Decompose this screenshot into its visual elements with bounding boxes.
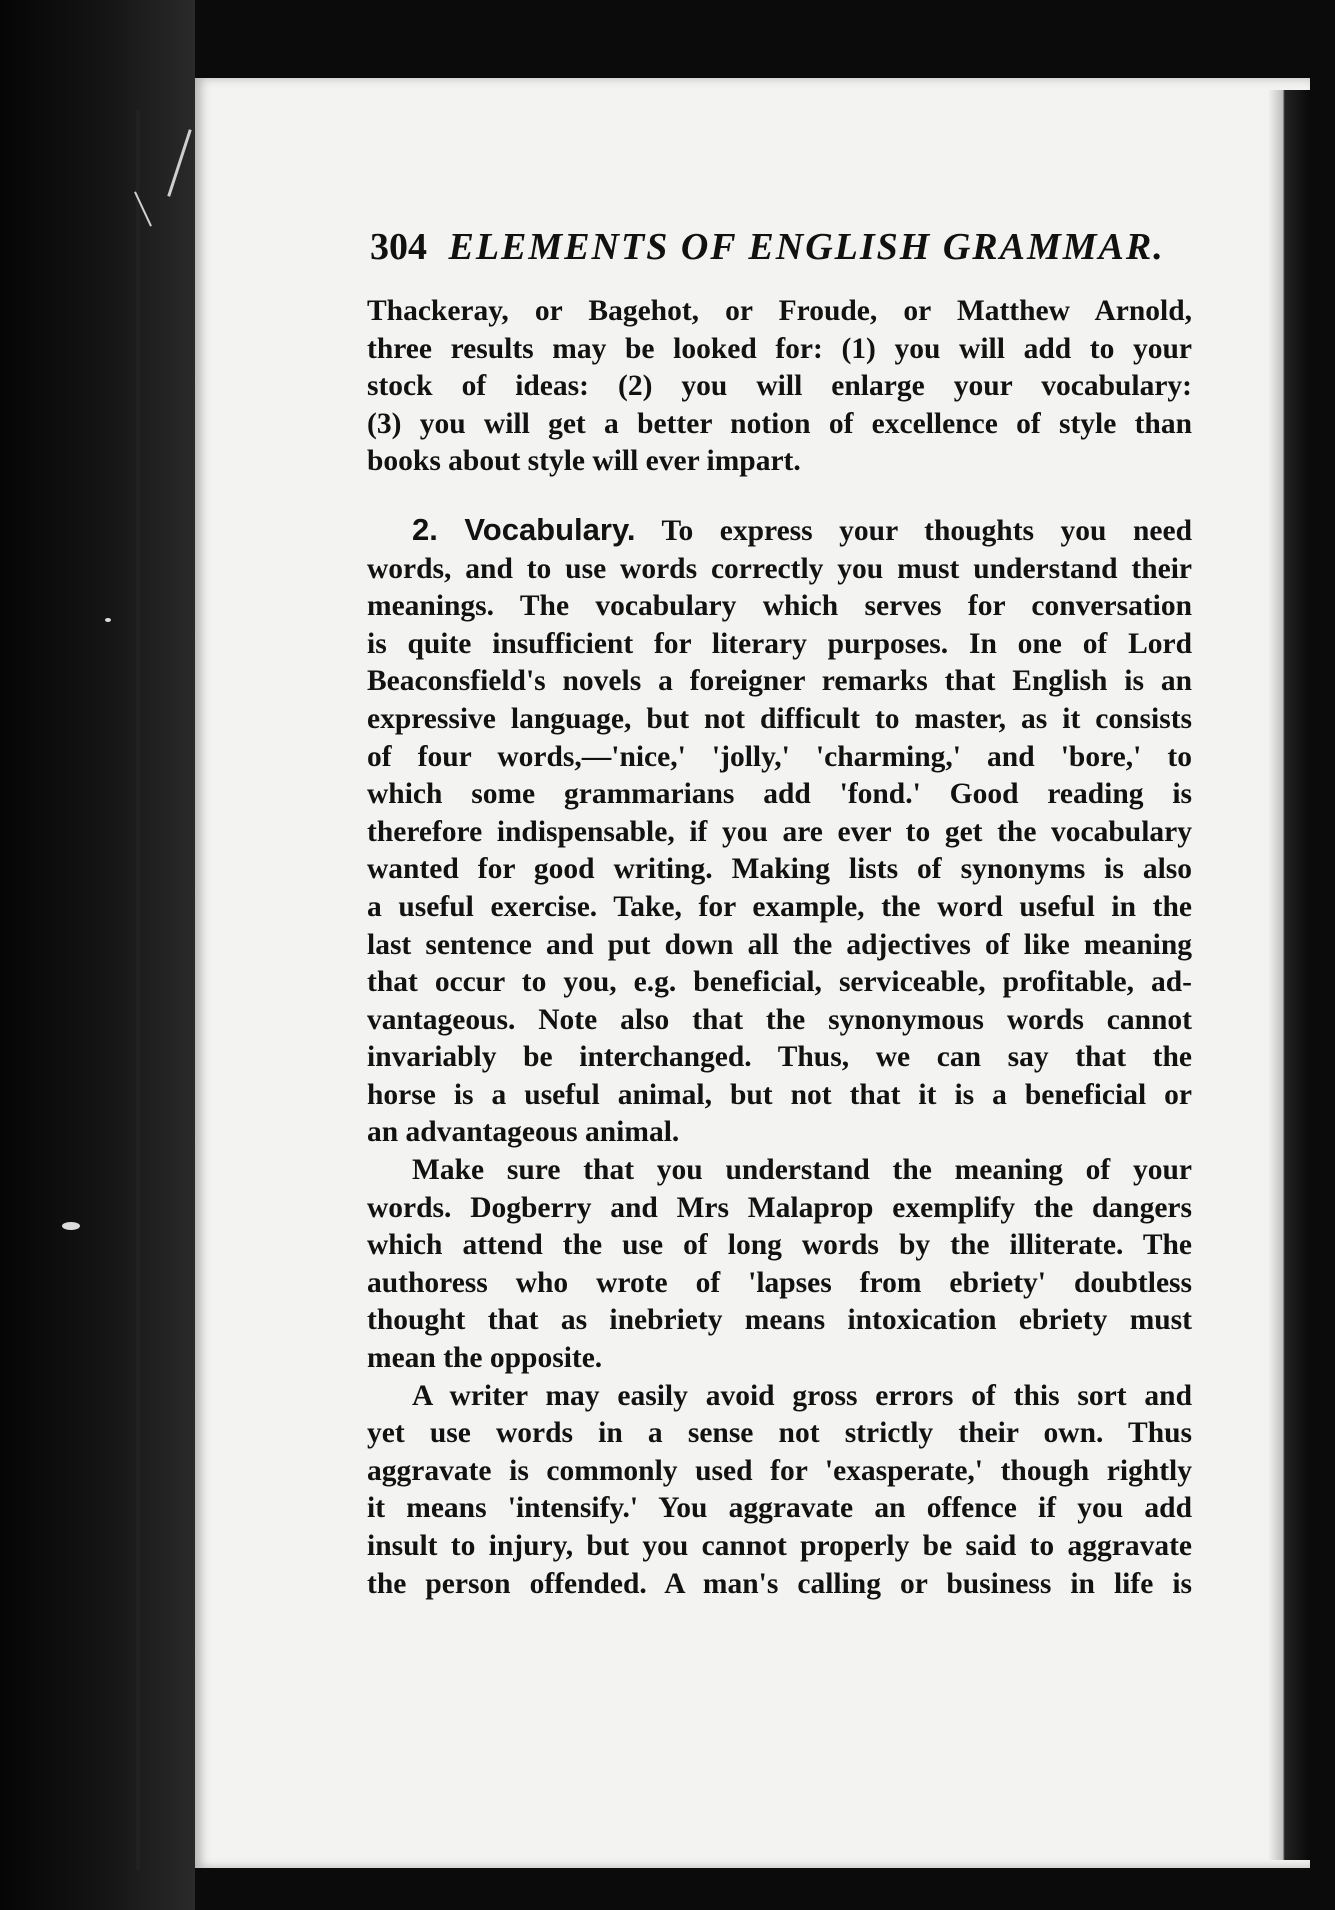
paragraph <box>367 1378 1192 1604</box>
paragraph <box>367 1152 1192 1378</box>
text-line <box>367 1152 1192 1190</box>
text-line: which attend the use of long words by the illiterate. The <box>367 1229 1192 1262</box>
text-fragment: A writer may easily avoid gross errors of this sort and <box>412 1379 1192 1412</box>
text-line: insult to injury, but you cannot properly be said to aggravate <box>367 1530 1192 1562</box>
text-line <box>367 511 1192 551</box>
text-line: horse is a useful animal, but not that it is a beneficial or <box>367 1078 1192 1111</box>
text-line: vantageous. Note also that the synonymous words cannot <box>367 1003 1192 1036</box>
running-title: ELEMENTS OF ENGLISH GRAMMAR. <box>448 226 1165 268</box>
section-number: 2. <box>412 511 438 547</box>
text-line: words. Dogberry and Mrs Malaprop exemplify the dangers <box>367 1191 1192 1224</box>
text-line: authoress who wrote of 'lapses from ebriety' doubtless <box>367 1266 1192 1299</box>
text-line: expressive language, but not difficult to master, as it consists <box>367 702 1192 735</box>
text-line: that occur to you, e.g. beneficial, serviceable, profitable, ad- <box>367 966 1192 999</box>
text-line: words, and to use words correctly you must understand their <box>367 552 1192 585</box>
text-line: wanted for good writing. Making lists of synonyms is also <box>367 853 1192 886</box>
paragraph <box>367 511 1192 1152</box>
dust-speck <box>62 1222 80 1230</box>
text-fragment: To express your thoughts you need <box>661 514 1192 547</box>
text-line: of four words,—'nice,' 'jolly,' 'charming,' and 'bore,' to <box>367 740 1192 773</box>
text-line <box>367 1378 1192 1416</box>
text-line: meanings. The vocabulary which serves for conversation <box>367 590 1192 623</box>
body-text <box>367 293 1192 1603</box>
paragraph <box>367 293 1192 481</box>
text-line: is quite insufficient for literary purposes. In one of Lord <box>367 627 1192 660</box>
page-edge-shadow <box>1268 90 1310 1860</box>
text-line: thought that as inebriety means intoxication ebriety must <box>367 1304 1192 1337</box>
text-line: which some grammarians add 'fond.' Good reading is <box>367 778 1192 811</box>
text-line: an advantageous animal. <box>367 1116 680 1149</box>
text-line: mean the opposite. <box>367 1342 603 1375</box>
scan-dark-margin <box>0 0 195 1910</box>
page-header <box>370 225 1200 269</box>
text-fragment: Make sure that you understand the meaning of your <box>412 1154 1192 1187</box>
text-line: it means 'intensify.' You aggravate an offence if you add <box>367 1492 1192 1525</box>
text-line: the person offended. A man's calling or business in life is <box>367 1567 1192 1600</box>
text-line: Thackeray, or Bagehot, or Froude, or Matthew Arnold, <box>367 295 1192 327</box>
text-line: Beaconsfield's novels a foreigner remarks that English is an <box>367 665 1192 698</box>
text-line: books about style will ever impart. <box>367 445 801 478</box>
text-line: therefore indispensable, if you are ever to get the vocabulary <box>367 815 1192 848</box>
text-line: yet use words in a sense not strictly their own. Thus <box>367 1417 1192 1450</box>
text-line: last sentence and put down all the adjectives of like meaning <box>367 928 1192 961</box>
text-line: aggravate is commonly used for 'exasperate,' though rightly <box>367 1454 1192 1487</box>
text-line: a useful exercise. Take, for example, the word useful in the <box>367 890 1192 923</box>
text-line: (3) you will get a better notion of excellence of style than <box>367 407 1192 440</box>
page-number: 304 <box>370 226 427 268</box>
paragraph-gap <box>367 481 1192 511</box>
text-line: three results may be looked for: (1) you will add to your <box>367 332 1192 365</box>
book-spine <box>136 110 140 1870</box>
dust-speck <box>105 618 111 622</box>
section-title: Vocabulary. <box>464 511 636 547</box>
text-line: invariably be interchanged. Thus, we can say that the <box>367 1041 1192 1074</box>
text-line: stock of ideas: (2) you will enlarge your vocabulary: <box>367 370 1192 403</box>
